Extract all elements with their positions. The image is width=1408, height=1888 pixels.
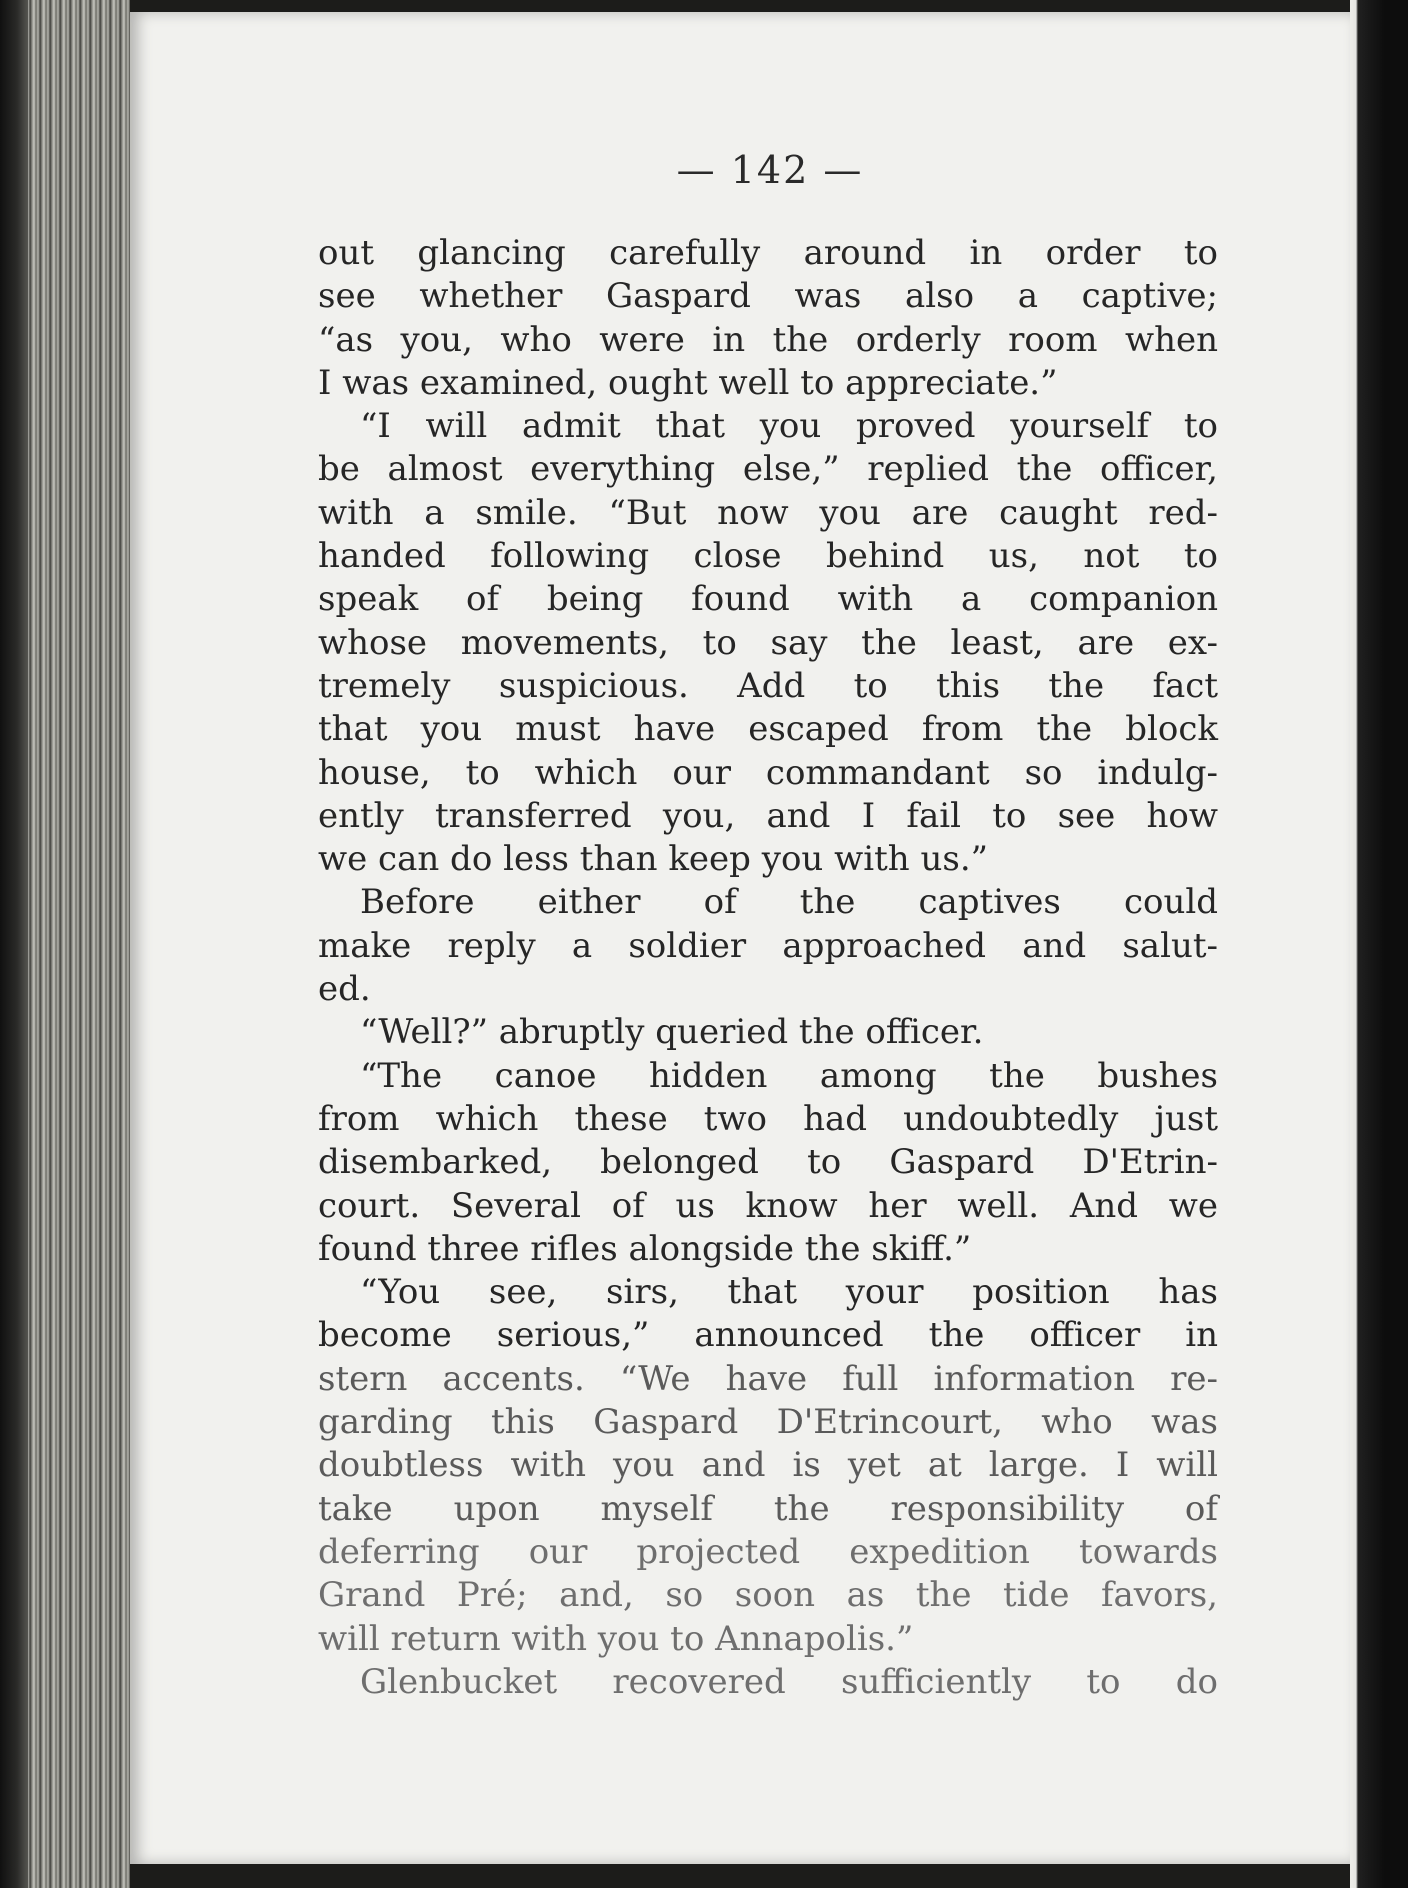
text-line: stern accents. “We have full information re-	[318, 1358, 1218, 1399]
body-text	[318, 232, 1218, 1704]
text-line: that you must have escaped from the block	[318, 709, 1218, 750]
text-line: garding this Gaspard D'Etrincourt, who was	[318, 1402, 1218, 1443]
text-line: speak of being found with a companion	[318, 579, 1218, 620]
text-line: Glenbucket recovered sufficiently to do	[360, 1661, 1218, 1702]
page-right-edge	[1350, 0, 1408, 1888]
text-line: ed.	[318, 969, 371, 1010]
text-line: make reply a soldier approached and salut-	[318, 925, 1218, 966]
text-line: “The canoe hidden among the bushes	[360, 1055, 1218, 1096]
text-line: court. Several of us know her well. And we	[318, 1185, 1218, 1226]
text-line: doubtless with you and is yet at large. I will	[318, 1445, 1218, 1486]
page-number: — 142 —	[676, 148, 864, 192]
book-spine-shadow	[0, 0, 28, 1888]
text-line: I was examined, ought well to appreciate.”	[318, 362, 1058, 403]
text-line: found three rifles alongside the skiff.”	[318, 1228, 972, 1269]
text-line: become serious,” announced the officer in	[318, 1315, 1218, 1356]
text-line: house, to which our commandant so indulg-	[318, 752, 1218, 793]
text-line: out glancing carefully around in order to	[318, 233, 1218, 273]
text-line: deferring our projected expedition towards	[318, 1531, 1218, 1572]
text-line: “I will admit that you proved yourself to	[360, 406, 1218, 447]
text-line: “You see, sirs, that your position has	[360, 1272, 1218, 1313]
text-line: will return with you to Annapolis.”	[318, 1618, 914, 1659]
text-line: take upon myself the responsibility of	[318, 1488, 1218, 1529]
text-line: handed following close behind us, not to	[318, 536, 1218, 577]
text-line: whose movements, to say the least, are ex-	[318, 622, 1218, 663]
text-line: ently transferred you, and I fail to see how	[318, 795, 1218, 836]
text-line: Before either of the captives could	[360, 882, 1218, 923]
text-line: see whether Gaspard was also a captive;	[318, 276, 1218, 317]
text-line: be almost everything else,” replied the officer,	[318, 449, 1218, 490]
text-line: tremely suspicious. Add to this the fact	[318, 665, 1218, 706]
text-line: Grand Pré; and, so soon as the tide favors,	[318, 1575, 1218, 1616]
text-line: we can do less than keep you with us.”	[318, 839, 989, 880]
text-line: from which these two had undoubtedly just	[318, 1098, 1218, 1139]
text-line: with a smile. “But now you are caught red-	[318, 492, 1218, 533]
text-line: “as you, who were in the orderly room when	[318, 319, 1218, 360]
text-line: “Well?” abruptly queried the officer.	[360, 1012, 984, 1053]
text-line: disembarked, belonged to Gaspard D'Etrin-	[318, 1142, 1218, 1183]
